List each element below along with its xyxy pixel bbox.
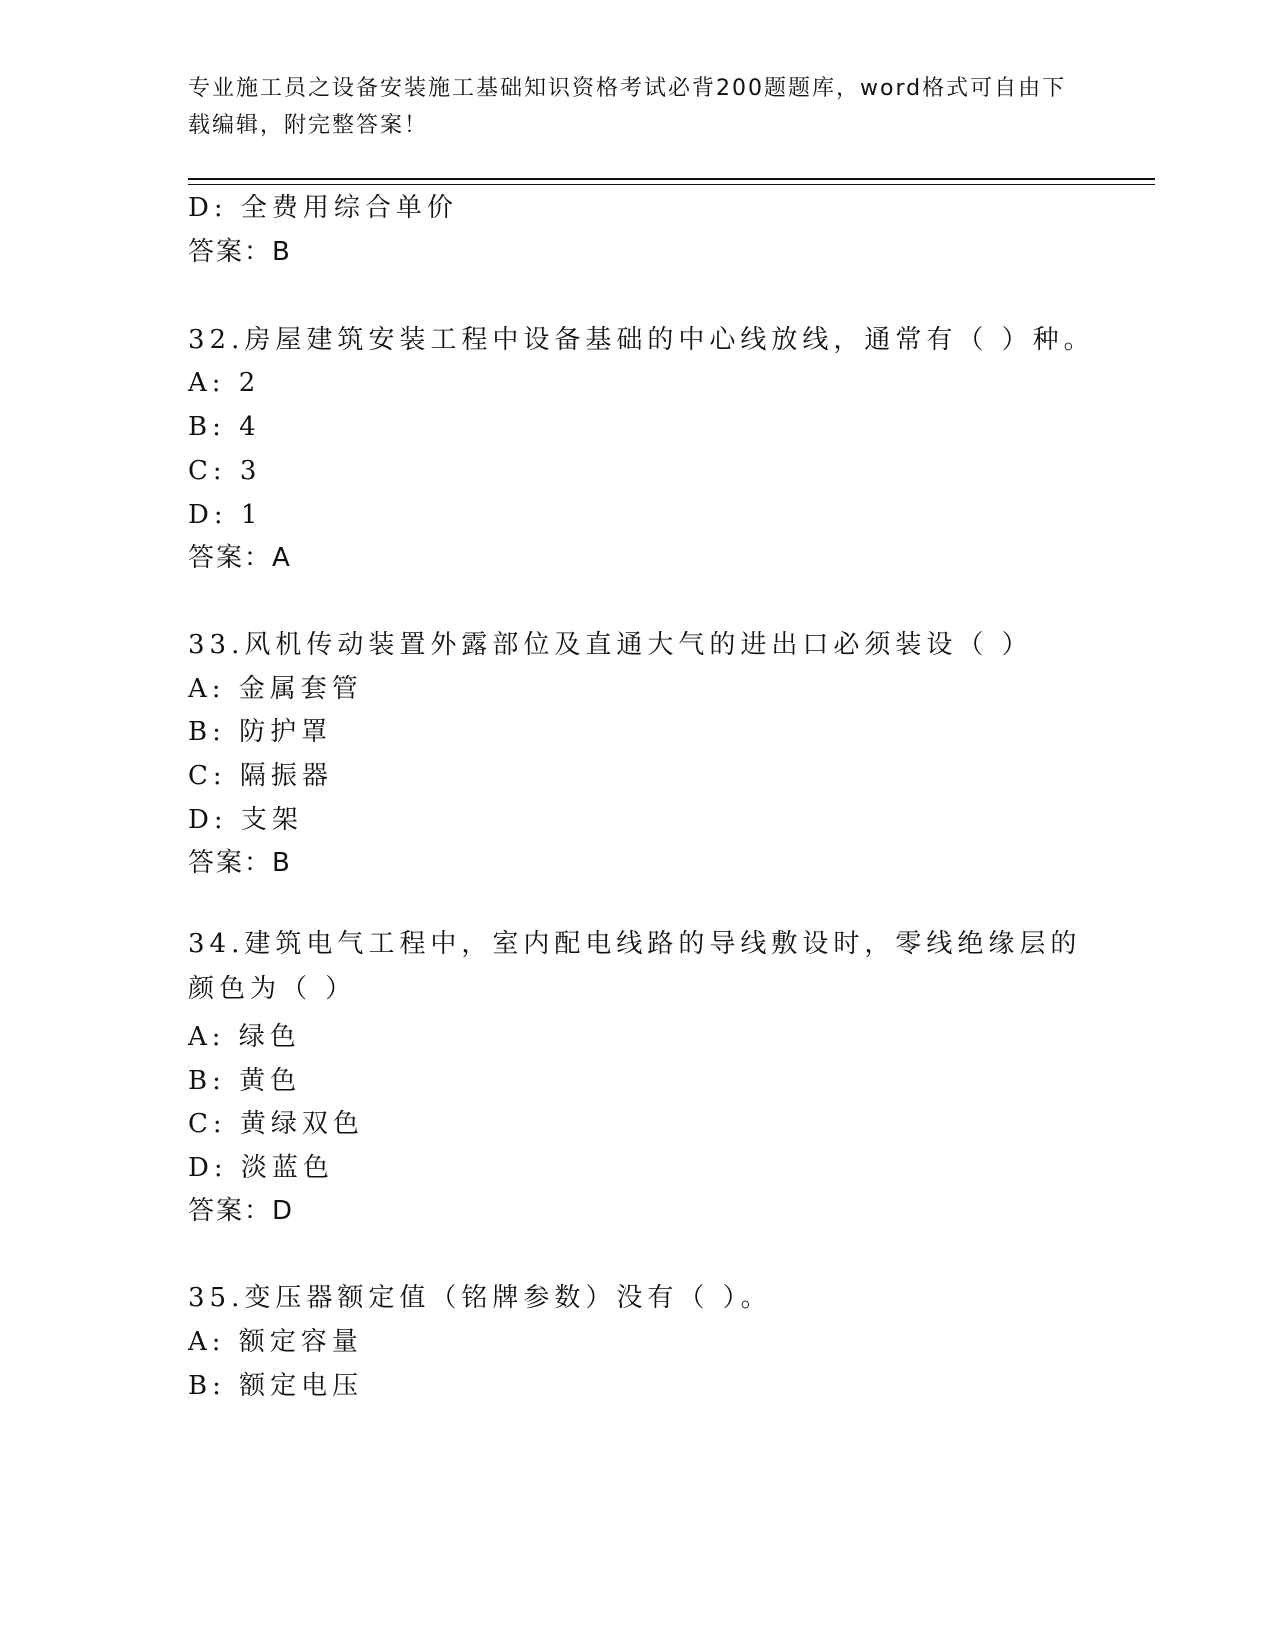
question-35-stem: 35.变压器额定值（铭牌参数）没有（ ）。 [188, 1283, 772, 1313]
document-header: 专业施工员之设备安装施工基础知识资格考试必背200题题库，word格式可自由下载编辑，附完整答案！ [188, 76, 1067, 138]
question-33-option-a: A: 金属套管 [188, 674, 363, 704]
question-32-answer: 答案：A [188, 543, 292, 573]
question-33-option-c: C: 隔振器 [188, 761, 333, 791]
question-34-option-b: B: 黄色 [188, 1066, 302, 1096]
question-33-answer: 答案：B [188, 848, 292, 878]
question-34-stem: 34.建筑电气工程中，室内配电线路的导线敷设时，零线绝缘层的颜色为（ ） [188, 929, 1082, 1004]
question-35-option-a: A: 额定容量 [188, 1327, 363, 1357]
question-34-option-a: A: 绿色 [188, 1022, 301, 1052]
header-divider [188, 178, 1155, 180]
question-33-stem: 33.风机传动装置外露部位及直通大气的进出口必须装设（ ） [188, 630, 1033, 660]
question-32-option-b: B: 4 [188, 412, 261, 442]
question-32-option-a: A: 2 [188, 368, 261, 398]
question-33-option-b: B: 防护罩 [188, 717, 333, 747]
header-divider-thin [188, 184, 1155, 185]
question-32-stem: 32.房屋建筑安装工程中设备基础的中心线放线，通常有（ ）种。 [188, 325, 1095, 355]
option-d: D: 全费用综合单价 [188, 193, 458, 223]
question-33-option-d: D: 支架 [188, 805, 303, 835]
question-32-option-d: D: 1 [188, 500, 263, 530]
question-34-option-c: C: 黄绿双色 [188, 1109, 364, 1139]
question-34-answer: 答案：D [188, 1196, 295, 1226]
question-32-option-c: C: 3 [188, 456, 262, 486]
question-34-option-d: D: 淡蓝色 [188, 1153, 334, 1183]
question-35-option-b: B: 额定电压 [188, 1371, 364, 1401]
answer-line: 答案：B [188, 237, 292, 267]
